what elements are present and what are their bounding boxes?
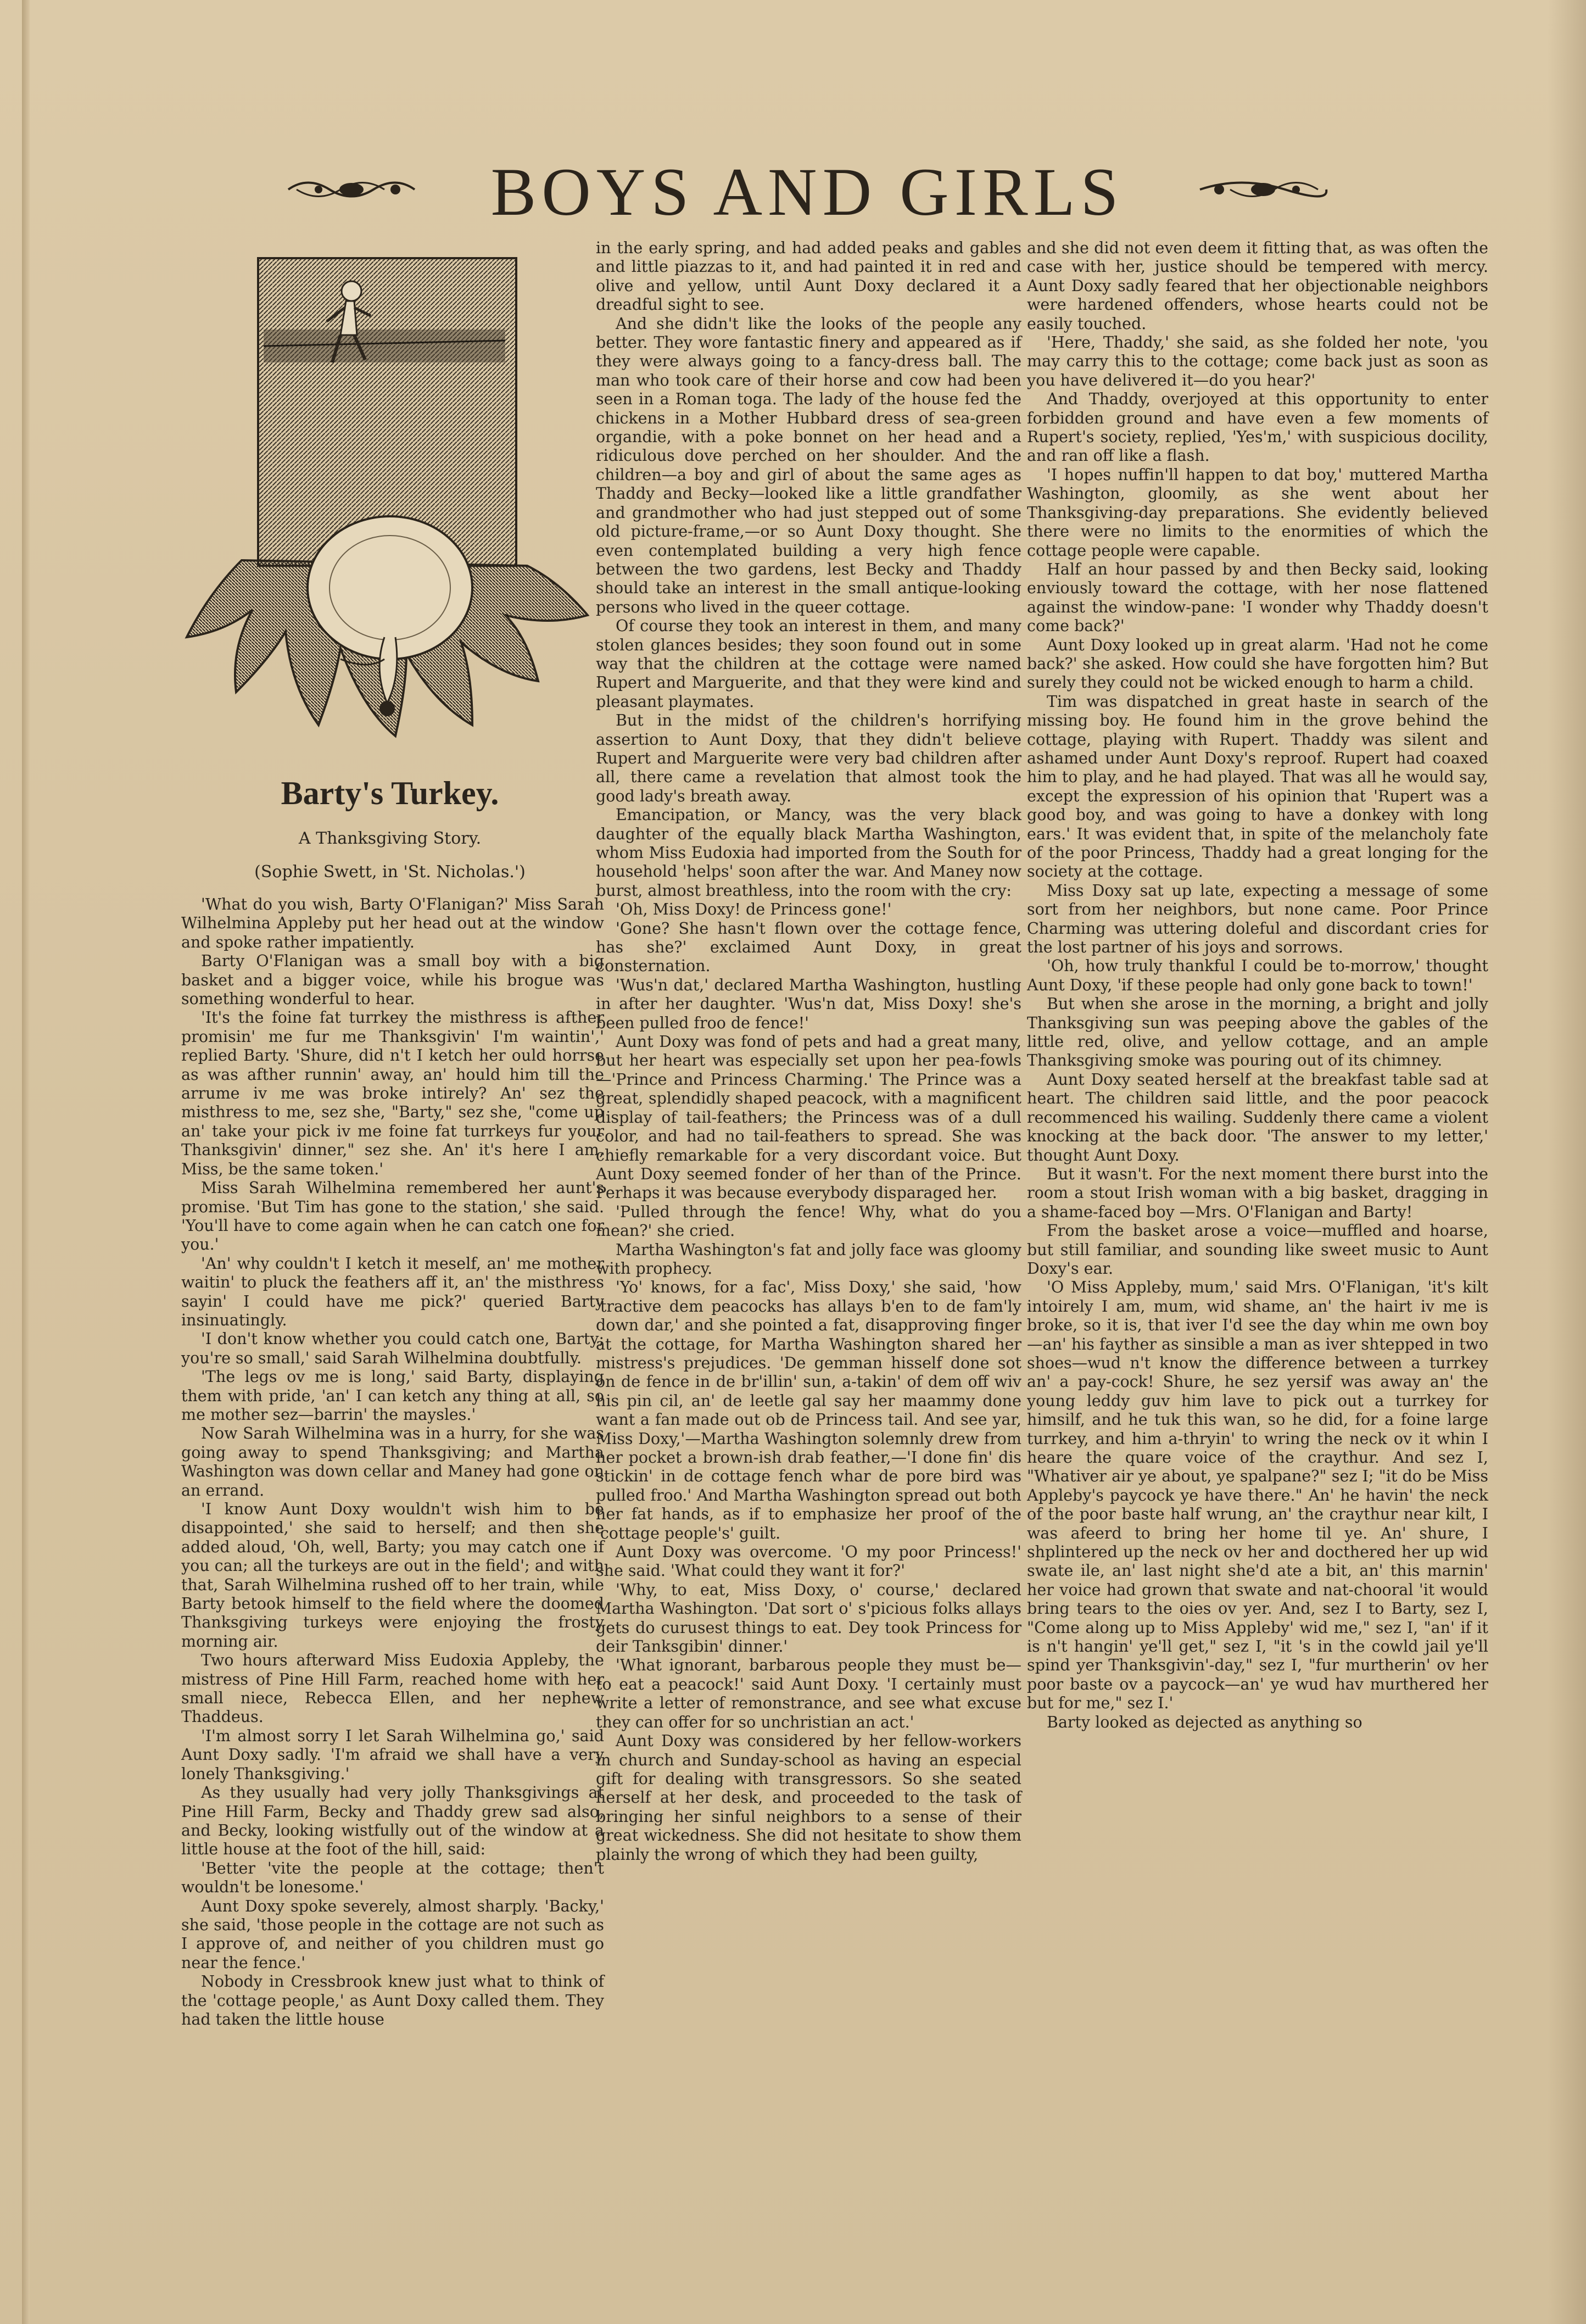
paragraph: Aunt Doxy spoke severely, almost sharply. 'Backy,' she said, 'those people in the cottage are not such as I approve of, and neither of you children must go near the fence.'	[181, 1897, 604, 1972]
paragraph: 'I hopes nuffin'll happen to dat boy,' muttered Martha Washington, gloomily, as she went about her Thanksgiving-day preparations. She evidently believed there were no limits to the enormities of which the cottage people were capable.	[1027, 465, 1488, 560]
paragraph: 'Yo' knows, for a fac', Miss Doxy,' she said, 'how 'tractive dem peacocks has allays b'en to de fam'ly down dar,' and she pointed a fat, disapproving finger at the cottage, for Martha Washington shared her mistress's prejudices. 'De gemman hisself done sot on de fence in de br'illin' sun, a-takin' of dem off wiv his pin cil, an' de leetle gal say her maammy done want a fan made out ob de Princess tail. And see yar, Miss Doxy,'—Martha Washington solemnly drew from her pocket a brown-ish drab feather,—'I done fin' dis stickin' in de cottage fench whar de pore bird was pulled froo.' And Martha Washington spread out both her fat hands, as if to emphasize her proof of the 'cottage people's' guilt.	[596, 1278, 1021, 1542]
paragraph: Martha Washington's fat and jolly face was gloomy with prophecy.	[596, 1240, 1021, 1278]
paragraph: 'I know Aunt Doxy wouldn't wish him to be disappointed,' she said to herself; and then she added aloud, 'Oh, well, Barty; you may catch one if you can; all the turkeys are out in the field'; and with that, Sarah Wilhelmina rushed off to her train, while Barty betook himself to the field where the doomed Thanksgiving turkeys were enjoying the frosty morning air.	[181, 1500, 604, 1651]
text-column-3	[1027, 239, 1488, 1732]
paragraph: 'I don't know whether you could catch one, Barty; you're so small,' said Sarah Wilhelmina doubtfully.	[181, 1330, 604, 1367]
paragraph: Miss Doxy sat up late, expecting a message of some sort from her neighbors, but none came. Poor Prince Charming was uttering doleful and discordant cries for the lost partner of his joys and sorrows.	[1027, 881, 1488, 957]
paragraph: 'Here, Thaddy,' she said, as she folded her note, 'you may carry this to the cottage; come back just as soon as you have delivered it—do you hear?'	[1027, 333, 1488, 389]
paragraph: 'What do you wish, Barty O'Flanigan?' Miss Sarah Wilhelmina Appleby put her head out at the window and spoke rather impatiently.	[181, 895, 604, 951]
page-fold	[22, 0, 30, 2324]
paragraph: Half an hour passed by and then Becky said, looking enviously toward the cottage, with her nose flattened against the window-pane: 'I wonder why Thaddy doesn't come back?'	[1027, 560, 1488, 636]
paragraph: Barty looked as dejected as anything so	[1047, 1713, 1362, 1731]
paragraph: 'Wus'n dat,' declared Martha Washington, hustling in after her daughter. 'Wus'n dat, Miss Doxy! she's been pulled froo de fence!'	[596, 976, 1021, 1032]
right-ornament-icon	[1197, 170, 1329, 209]
paragraph: And she didn't like the looks of the people any better. They wore fantastic finery and appeared as if they were always going to a fancy-dress ball. The man who took care of their horse and cow had been seen in a Roman toga. The lady of the house fed the chickens in a Mother Hubbard dress of sea-green organdie, with a poke bonnet on her head and a ridiculous dove perched on her shoulder. And the children—a boy and girl of about the same ages as Thaddy and Becky—looked like a little grandfather and grandmother who had just stepped out of some old picture-frame,—or so Aunt Doxy thought. She even contemplated building a very high fence between the two gardens, lest Becky and Thaddy should take an interest in the small antique-looking persons who lived in the queer cottage.	[596, 314, 1021, 616]
paragraph: Aunt Doxy was fond of pets and had a great many, but her heart was especially set upon her pea-fowls—'Prince and Princess Charming.' The Prince was a great, splendidly shaped peacock, with a magnificent display of tail-feathers; the Princess was of a dull color, and had no tail-feathers to spread. She was chiefly remarkable for a very discordant voice. But Aunt Doxy seemed fonder of her than of the Prince. Perhaps it was because everybody disparaged her.	[596, 1033, 1021, 1202]
paragraph: Miss Sarah Wilhelmina remembered her aunt's promise. 'But Tim has gone to the station,' she said. 'You'll have to come again when he can catch one for you.'	[181, 1179, 604, 1254]
paragraph: Emancipation, or Mancy, was the very black daughter of the equally black Martha Washington, whom Miss Eudoxia had imported from the South for household 'helps' soon after the war. And Maney now burst, almost breathless, into the room with the cry:	[596, 806, 1021, 900]
paragraph: Now Sarah Wilhelmina was in a hurry, for she was going away to spend Thanksgiving; and Martha Washington was down cellar and Maney had gone on an errand.	[181, 1424, 604, 1500]
story-title: Barty's Turkey.	[281, 775, 499, 811]
story-source: (Sophie Swett, in 'St. Nicholas.')	[254, 862, 526, 882]
paragraph: in the early spring, and had added peaks and gables and little piazzas to it, and had painted it in red and olive and yellow, until Aunt Doxy declared it a dreadful sight to see.	[596, 239, 1021, 314]
paragraph: 'Better 'vite the people at the cottage; then't wouldn't be lonesome.'	[181, 1859, 604, 1897]
paragraph: And Thaddy, overjoyed at this opportunity to enter forbidden ground and have even a few moments of Rupert's society, replied, 'Yes'm,' with suspicious docility, and ran off like a flash.	[1027, 390, 1488, 465]
paragraph: and she did not even deem it fitting that, as was often the case with her, justice should be tempered with mercy. Aunt Doxy sadly feared that her objectionable neighbors were hardened offenders, whose hearts could not be easily touched.	[1027, 239, 1488, 333]
turkey-figure	[187, 516, 588, 736]
paragraph: Aunt Doxy was considered by her fellow-workers in church and Sunday-school as having an especial gift for dealing with transgressors. So she seated herself at her desk, and proceeded to the task of bringing her sinful neighbors to a sense of their great wickedness. She did not hesitate to show them plainly the wrong of which they had been guilty,	[596, 1732, 1021, 1864]
paragraph: 'It's the foine fat turrkey the misthress is afther promisin' me fur me Thanksgivin' I'm waintin',' replied Barty. 'Shure, did n't I ketch her ould horrse as was afther runnin' away, an' hould him till the arrume iv me was broke intirely? An' sez the misthress to me, sez she, "Barty," sez she, "come up an' take your pick iv me foine fat turrkeys fur your Thanksgivin' dinner," sez she. An' it's here I am, Miss, be the same token.'	[181, 1008, 604, 1178]
paragraph: 'An' why couldn't I ketch it meself, an' me mother waitin' to pluck the feathers aff it, an' the misthress sayin' I could have me pick?' queried Barty insinuatingly.	[181, 1254, 604, 1329]
paragraph: Aunt Doxy seated herself at the breakfast table sad at heart. The children said little, and the poor peacock recommenced his wailing. Suddenly there came a violent knocking at the back door. 'The answer to my letter,' thought Aunt Doxy.	[1027, 1070, 1488, 1164]
paragraph: Tim was dispatched in great haste in search of the missing boy. He found him in the grove behind the cottage, playing with Rupert. Thaddy was silent and ashamed under Aunt Doxy's reproof. Rupert had coaxed him to play, and he had played. That was all he would say, except the expression of his opinion that 'Rupert was a good boy, and was going to have a donkey with long ears.' It was evident that, in spite of the melancholy fate of the poor Princess, Thaddy had a great longing for the society at the cottage.	[1027, 692, 1488, 881]
text-column-2	[596, 239, 1021, 1864]
paragraph: 'What ignorant, barbarous people they must be—to eat a peacock!' said Aunt Doxy. 'I certainly must write a letter of remonstrance, and see what excuse they can offer for so unchristian an act.'	[596, 1656, 1021, 1731]
section-masthead	[286, 154, 1329, 231]
paragraph: Aunt Doxy looked up in great alarm. 'Had not he come back?' she asked. How could she have forgotten him? But surely they could not be wicked enough to harm a child.	[1027, 636, 1488, 692]
paragraph: From the basket arose a voice—muffled and hoarse, but still familiar, and sounding like sweet music to Aunt Doxy's ear.	[1027, 1222, 1488, 1278]
paragraph: But it wasn't. For the next moment there burst into the room a stout Irish woman with a big basket, dragging in a shame-faced boy —Mrs. O'Flanigan and Barty!	[1027, 1164, 1488, 1221]
paragraph: As they usually had very jolly Thanksgivings at Pine Hill Farm, Becky and Thaddy grew sad also, and Becky, looking wistfully out of the window at a little house at the foot of the hill, said:	[181, 1784, 604, 1859]
story-subtitle: A Thanksgiving Story.	[298, 829, 482, 848]
paragraph: Nobody in Cressbrook knew just what to think of the 'cottage people,' as Aunt Doxy called them. They had taken the little house	[181, 1972, 604, 2028]
paragraph: Of course they took an interest in them, and many stolen glances besides; they soon found out in some way that the children at the cottage were named Rupert and Marguerite, and that they were kind and pleasant playmates.	[596, 617, 1021, 711]
paragraph: 'Gone? She hasn't flown over the cottage fence, has she?' exclaimed Aunt Doxy, in great consternation.	[596, 919, 1021, 976]
paragraph: 'I'm almost sorry I let Sarah Wilhelmina go,' said Aunt Doxy sadly. 'I'm afraid we shall have a very lonely Thanksgiving.'	[181, 1726, 604, 1783]
paragraph: But when she arose in the morning, a bright and jolly Thanksgiving sun was peeping above the gables of the little red, olive, and yellow cottage, and an ample Thanksgiving smoke was pouring out of its chimney.	[1027, 995, 1488, 1070]
left-ornament-icon	[286, 170, 417, 209]
page-edge	[1548, 0, 1586, 2324]
paragraph: 'O Miss Appleby, mum,' said Mrs. O'Flanigan, 'it's kilt intoirely I am, mum, wid shame, an' the hairt iv me is broke, so it is, that iver I'd see the day whin me own boy—an' his fayther as sinsible a man as iver shtepped in two shoes—wud n't know the difference between a turrkey an' a pay-cock! Shure, he sez yersif was away an' the young leddy guv him lave to pick out a turrkey for himsilf, and he tuk this wan, so he did, for a foine large turrkey, and him a-thryin' to wring the neck ov it whin I heare the quare voice of the craythur. And sez I, "Whativer air ye about, ye spalpane?" sez I; "it do be Miss Appleby's paycock ye have there." An' he havin' the neck of the poor baste half wrung, an' the craythur near kilt, I was afeerd to bring her home til ye. An' shure, I shplintered up the neck ov her and docthered her up wid swate ile, an' last night she'd ate a bit, an' this marnin' her voice had grown that swate and nat-chooral 'it would bring tears to the oies ov yer. And, sez I to Barty, sez I, "Come along up to Miss Appleby' wid me," sez I, "an' if it is n't hangin' ye'll get," sez I, "it 's in the cowld jail ye'll spind yer Thanksgivin'-day," sez I, "fur murtherin' ov her poor baste ov a paycock—an' ye wud hav murthered her but for me," sez I.'	[1027, 1278, 1488, 1713]
section-title: BOYS AND GIRLS	[490, 154, 1124, 230]
paragraph: 'Oh, Miss Doxy! de Princess gone!'	[616, 900, 892, 919]
paragraph: Barty O'Flanigan was a small boy with a big basket and a bigger voice, while his brogue was something wonderful to hear.	[181, 952, 604, 1008]
text-column-1	[181, 895, 604, 2029]
paragraph: But in the midst of the children's horrifying assertion to Aunt Doxy, that they didn't believe Rupert and Marguerite were very bad children after all, there came a revelation that almost took the good lady's breath away.	[596, 711, 1021, 805]
paragraph: 'Oh, how truly thankful I could be to-morrow,' thought Aunt Doxy, 'if these people had only gone back to town!'	[1027, 957, 1488, 994]
paragraph: Two hours afterward Miss Eudoxia Appleby, the mistress of Pine Hill Farm, reached home with her small niece, Rebecca Ellen, and her nephew Thaddeus.	[181, 1651, 604, 1726]
paragraph: 'Pulled through the fence! Why, what do you mean?' she cried.	[596, 1202, 1021, 1240]
paragraph: 'Why, to eat, Miss Doxy, o' course,' declared Martha Washington. 'Dat sort o' s'picious folks allays gets do curusest things to eat. Dey took Princess for deir Tanksgibin' dinner.'	[596, 1580, 1021, 1656]
paragraph: 'The legs ov me is long,' said Barty, displaying them with pride, 'an' I can ketch any thing at all, so me mother sez—barrin' the maysles.'	[181, 1368, 604, 1424]
turkey-illustration	[176, 253, 599, 758]
paragraph: Aunt Doxy was overcome. 'O my poor Princess!' she said. 'What could they want it for?'	[596, 1543, 1021, 1580]
story-header	[181, 774, 599, 896]
